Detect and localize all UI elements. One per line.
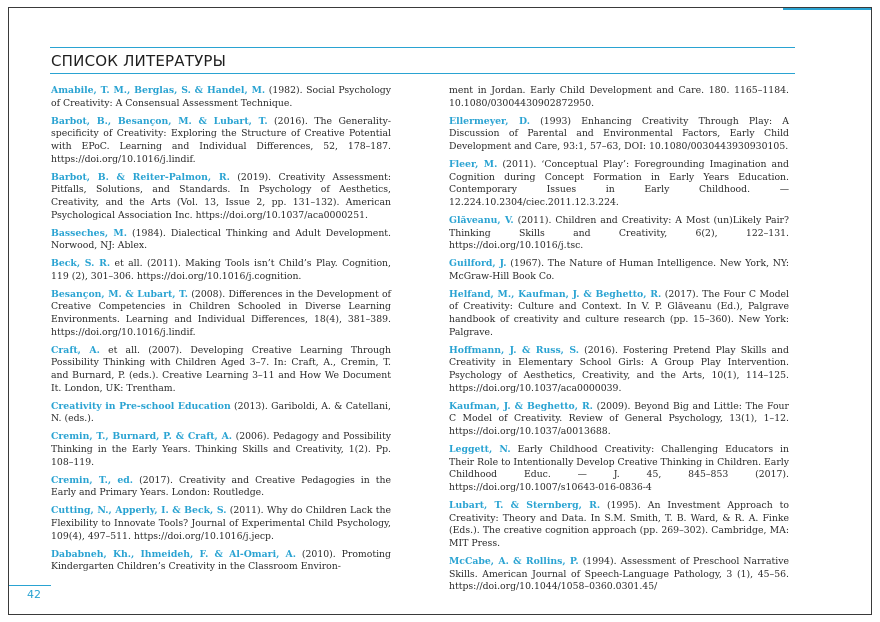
references-left-column [51,85,391,579]
reference-author: Fleer, M. [449,158,498,170]
reference-text: (2011). Children and Creativity: A Most (un)Likely Pair? Thinking Skills and Creativity, 6(2), 122–131. https://doi.org/10.1016/j.tsc. [449,214,789,252]
reference-text: (2009). Beyond Big and Little: The Four C Model of Creativity. Review of General Psychology, 13(1), 1–12. https://doi.org/10.1037/a0013688. [449,400,789,438]
reference-text: (2013). Gariboldi, A. & Catellani, N. (eds.). [51,400,391,425]
reference-entry [449,500,789,551]
page-title: СПИСОК ЛИТЕРАТУРЫ [51,52,227,70]
reference-text: (2016). Fostering Pretend Play Skills and Creativity in Elementary School Girls: A Group Play Intervention. Psychology of Aesthetics, Creativity, and the Arts, 10(1), 114–125. https://doi.org/10.1037/aca0000039. [449,344,790,394]
reference-text: (2011). ‘Conceptual Play’: Foregrounding Imagination and Cognition during Concept Formation in Early Years Education. Contemporary Issues in Early Childhood. — 12.224.10.2304/ciec.2011.12.3.224. [449,158,790,208]
reference-author: Basseches, M. [51,227,127,239]
reference-author: Barbot, B., Besançon, M. & Lubart, T. [51,115,268,127]
reference-author: Beck, S. R. [51,258,111,270]
reference-text: (2006). Pedagogy and Possibility Thinking in the Early Years. Thinking Skills and Creativity, 1(2). Pp. 108–119. [51,431,392,468]
reference-entry [51,289,391,340]
reference-author: Kaufman, J. & Beghetto, R. [449,400,593,412]
reference-text: (2011). Why do Children Lack the Flexibility to Innovate Tools? Journal of Experimental Child Psychology, 109(4), 497–511. https://doi.org/10.1016/j.jecp. [51,505,391,542]
reference-entry [449,85,789,110]
reference-author: Leggett, N. [449,444,511,456]
reference-author: Helfand, M., Kaufman, J. & Beghetto, R. [449,288,662,300]
reference-author: Barbot, B. & Reiter-Palmon, R. [51,171,230,183]
reference-text: (2017). Creativity and Creative Pedagogies in the Early and Primary Years. London: Routledge. [51,474,391,499]
reference-entry [51,85,391,110]
reference-text: (1994). Assessment of Preschool Narrative Skills. American Journal of Speech-Language Pathology, 3 (1), 45–56. https://doi.org/10.1044/1058–0360.0301.45/ [449,556,789,593]
reference-entry [51,505,391,543]
reference-text: (2008). Differences in the Development of Creative Competencies in Children Schooled in Diverse Learning Environments. Learning and Individual Differences, 18(4), 381–389. https://doi.org/10.1016/j.lindif. [51,288,391,338]
heading-rule-bottom [50,73,795,74]
reference-author: Creativity in Pre-school Education [51,400,231,412]
reference-text: (2017). The Four C Model of Creativity: Culture and Context. In V. P. Glăveanu (Ed.), Palgrave handbook of creativity and culture research (pp. 15–360). New York: Palgrave. [449,288,789,338]
reference-text: (1982). Social Psychology of Creativity: A Consensual Assessment Technique. [51,85,392,109]
reference-entry [449,258,789,283]
reference-text: (2019). Creativity Assessment: Pitfalls, Solutions, and Standards. In Psychology of Aesthetics, Creativity, and the Arts (Vol. 13, Issue 2, pp. 131–132). American Psychological Association Inc. https://doi.org/10.1037/aca0000251. [51,171,391,221]
reference-author: Hoffmann, J. & Russ, S. [449,344,579,356]
reference-entry [51,549,391,574]
reference-entry [51,228,391,253]
book-page [8,7,872,615]
reference-text: ment in Jordan. Early Child Development and Care. 180. 1165–1184. 10.1080/03004430902872950. [449,85,789,109]
reference-entry [449,159,789,210]
reference-entry [51,258,391,283]
footer-rule [9,585,51,586]
reference-text: (1984). Dialectical Thinking and Adult Development. Norwood, NJ: Ablex. [51,227,391,252]
heading-rule-top [50,47,795,48]
reference-entry [449,215,789,253]
page-number: 42 [27,588,41,601]
reference-author: McCabe, A. & Rollins, P. [449,556,579,568]
reference-text: (1967). The Nature of Human Intelligence. New York, NY: McGraw-Hill Book Co. [449,258,790,282]
reference-author: Guilford, J. [449,258,507,270]
reference-entry [449,345,789,396]
reference-author: Cremin, T., ed. [51,474,134,486]
reference-entry [449,289,789,340]
reference-entry [449,556,789,594]
reference-entry [51,401,391,426]
reference-entry [51,475,391,500]
reference-author: Amabile, T. M., Berglas, S. & Handel, M. [51,85,266,96]
reference-entry [449,401,789,439]
reference-text: (2016). The Generality-specificity of Creativity: Exploring the Structure of Creative Potential with EPoC. Learning and Individual Differences, 52, 178–187. https://doi.org/10.1016/j.lindif. [51,115,391,165]
reference-text: (1993) Enhancing Creativity Through Play: A Discussion of Parental and Environmental Factors, Early Child Development and Care, 93:1, 57–63, DOI: 10.1080/0030443930930105. [449,115,789,152]
reference-text: (2010). Promoting Kindergarten Children’s Creativity in the Classroom Environ- [51,548,391,573]
corner-accent-line [783,8,871,10]
reference-author: Besançon, M. & Lubart, T. [51,288,189,300]
reference-entry [51,116,391,167]
reference-entry [51,345,391,396]
reference-author: Cremin, T., Burnard, P. & Craft, A. [51,431,233,443]
references-right-column [449,85,789,599]
reference-entry [449,116,789,154]
reference-author: Dababneh, Kh., Ihmeideh, F. & Al-Omari, A. [51,548,296,560]
reference-text: Early Childhood Creativity: Challenging Educators in Their Role to Intentionally Develop Creative Thinking in Children. Early Childhood Educ. — J. 45, 845–853 (2017). https://doi.org/10.1007/s10643-016-0836-4 [449,444,789,494]
reference-author: Glăveanu, V. [449,214,514,226]
reference-author: Ellermeyer, D. [449,115,530,127]
reference-author: Lubart, T. & Sternberg, R. [449,500,601,512]
reference-entry [449,444,789,495]
reference-text: et all. (2007). Developing Creative Learning Through Possibility Thinking with Children Aged 3–7. In: Craft, A., Cremin, T. and Burnard, P. (eds.). Creative Learning 3–11 and How We Document It. London, UK: Trentham. [51,344,391,394]
reference-entry [51,431,391,469]
reference-entry [51,172,391,223]
reference-author: Cutting, N., Apperly, I. & Beck, S. [51,505,227,517]
reference-text: (1995). An Investment Approach to Creativity: Theory and Data. In S.M. Smith, T. B. Ward, & R. A. Finke (Eds.). The creative cognition approach (pp. 269–302). Cambridge, MA: MIT Press. [449,500,789,550]
reference-author: Craft, A. [51,344,100,356]
reference-text: et all. (2011). Making Tools isn’t Child’s Play. Cognition, 119 (2), 301–306. https://doi.org/10.1016/j.cognition. [51,258,391,282]
